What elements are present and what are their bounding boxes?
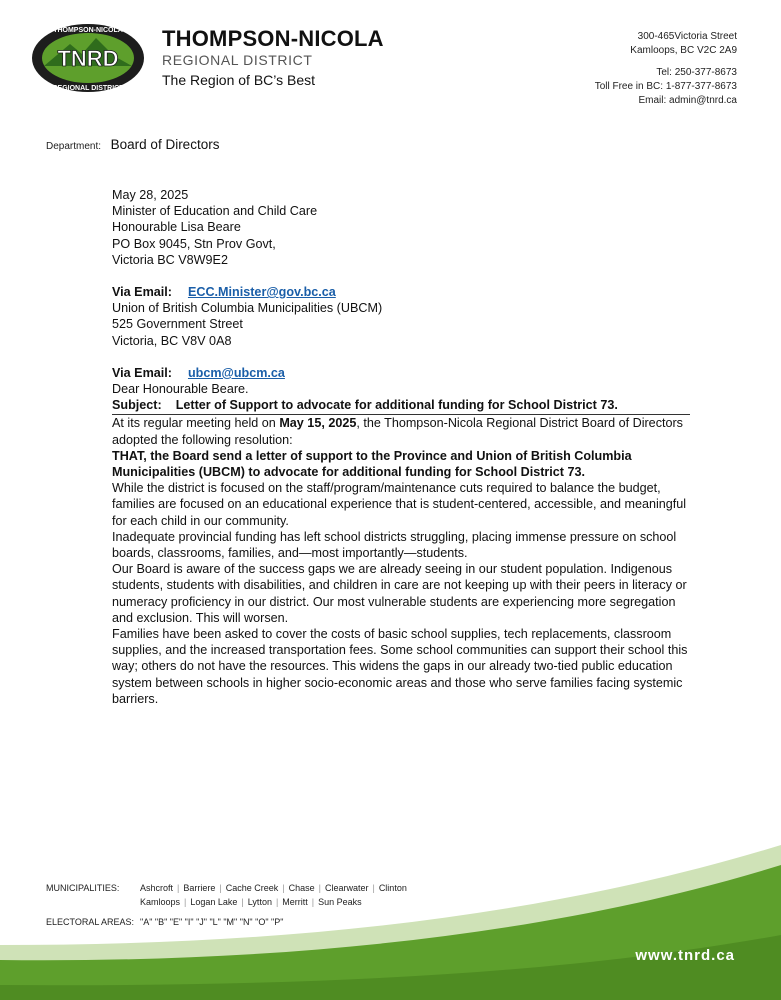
address-line-2: Kamloops, BC V2C 2A9: [630, 45, 737, 56]
department-value: Board of Directors: [110, 137, 220, 152]
address-line: PO Box 9045, Stn Prov Govt,: [112, 236, 276, 251]
org-name: THOMPSON-NICOLA: [162, 26, 384, 51]
address-line: 525 Government Street: [112, 317, 243, 332]
svg-text:REGIONAL DISTRICT: REGIONAL DISTRICT: [52, 85, 124, 92]
org-tagline: The Region of BC’s Best: [162, 72, 316, 88]
municipality: Kamloops: [140, 897, 181, 907]
municipality: Barriere: [183, 883, 216, 893]
website-link[interactable]: www.tnrd.ca: [635, 947, 735, 964]
department-line: [46, 137, 219, 152]
subject-text: Letter of Support to advocate for additional funding for School District 73.: [175, 398, 618, 413]
paragraph-3: Inadequate provincial funding has left school districts struggling, placing immense pressure on school boards, classrooms, families, and—most importantly—students.: [112, 529, 677, 561]
address-line: Union of British Columbia Municipalities (UBCM): [112, 301, 383, 316]
paragraph-2: While the district is focused on the staff/program/maintenance cuts required to balance the budget, families are focused on an educational experience that is student-centered, accessible, and meaningful for each child in our community.: [112, 481, 687, 528]
telephone: Tel: 250-377-8673: [656, 67, 737, 78]
recipient-address-2: [112, 300, 692, 349]
letter-body: [112, 187, 692, 707]
municipality: Sun Peaks: [318, 897, 362, 907]
municipality: Clearwater: [324, 883, 369, 893]
municipality: Logan Lake: [190, 897, 238, 907]
toll-free: Toll Free in BC: 1-877-377-8673: [594, 81, 737, 92]
email: Email: admin@tnrd.ca: [638, 95, 737, 106]
paragraph-intro: [112, 415, 692, 447]
subject-line: [112, 397, 690, 415]
address-line: Victoria BC V8W9E2: [112, 252, 228, 267]
svg-text:TNRD: TNRD: [57, 46, 119, 71]
municipality: Lytton: [247, 897, 272, 907]
paragraph-4: Our Board is aware of the success gaps we are already seeing in our student population. Indigenous students, students with disabilities, and children in care are not keeping up with their peers in literacy or numeracy proficiency in our district. Our most vulnerable students are experiencing more segregation and exclusion. This will worsen.: [112, 562, 687, 625]
municipalities-row-2: Kamloops | Logan Lake | Lytton | Merritt | Sun Peaks: [140, 897, 362, 907]
address-line: Minister of Education and Child Care: [112, 204, 318, 219]
resolution: THAT, the Board send a letter of support to the Province and Union of British Columbia Municipalities (UBCM) to advocate for additional funding for School District 73.: [112, 448, 632, 480]
contact-block: [595, 30, 737, 108]
municipalities-row: MUNICIPALITIES: Ashcroft | Barriere | Cache Creek | Chase | Clearwater | Clinton: [46, 883, 407, 893]
svg-text:THOMPSON-NICOLA: THOMPSON-NICOLA: [53, 27, 123, 34]
subject-label: Subject:: [112, 398, 162, 413]
municipality: Cache Creek: [225, 883, 279, 893]
letterhead: [0, 0, 781, 110]
department-label: Department:: [46, 141, 102, 152]
org-subtitle: REGIONAL DISTRICT: [162, 52, 313, 68]
email-link-minister[interactable]: ECC.Minister@gov.bc.ca: [187, 285, 336, 300]
electoral-areas: "A" "B" "E" "I" "J" "L" "M" "N" "O" "P": [140, 917, 284, 927]
email-link-ubcm[interactable]: ubcm@ubcm.ca: [187, 365, 285, 380]
address-line: Honourable Lisa Beare: [112, 220, 241, 235]
municipalities-label: MUNICIPALITIES:: [46, 883, 120, 893]
municipality: Chase: [288, 883, 315, 893]
org-block: [162, 26, 384, 88]
address-line-1: 300-465Victoria Street: [637, 31, 737, 42]
via-email-1: [112, 284, 692, 300]
intro-text: At its regular meeting held on: [112, 416, 280, 431]
meeting-date: May 15, 2025: [279, 416, 357, 431]
paragraph-5: Families have been asked to cover the costs of basic school supplies, tech replacements, classroom supplies, and the increased transportation fees. Some school communities can support their school this way; others do not have the resources. This widens the gaps in our already two-tied public education system between schools in higher socio-economic areas and those who serve families facing systemic barriers.: [112, 627, 688, 706]
letter-date: May 28, 2025: [112, 188, 189, 202]
recipient-address-1: [112, 203, 692, 268]
address-line: Victoria, BC V8V 0A8: [112, 333, 232, 348]
municipality: Ashcroft: [140, 883, 174, 893]
municipality: Clinton: [378, 883, 407, 893]
electoral-areas-label: ELECTORAL AREAS:: [46, 917, 135, 927]
via-email-label: Via Email:: [112, 365, 172, 380]
intro-text-cont: , the Thompson-Nicola Regional District Board of Directors adopted the following resolution:: [112, 416, 683, 447]
via-email-label: Via Email:: [112, 285, 172, 300]
salutation: Dear Honourable Beare.: [112, 382, 249, 397]
municipality: Merritt: [282, 897, 308, 907]
electoral-areas-row: [46, 915, 407, 929]
tnrd-logo: [30, 22, 146, 94]
via-email-2: [112, 365, 692, 381]
footer-listing: [46, 881, 407, 929]
